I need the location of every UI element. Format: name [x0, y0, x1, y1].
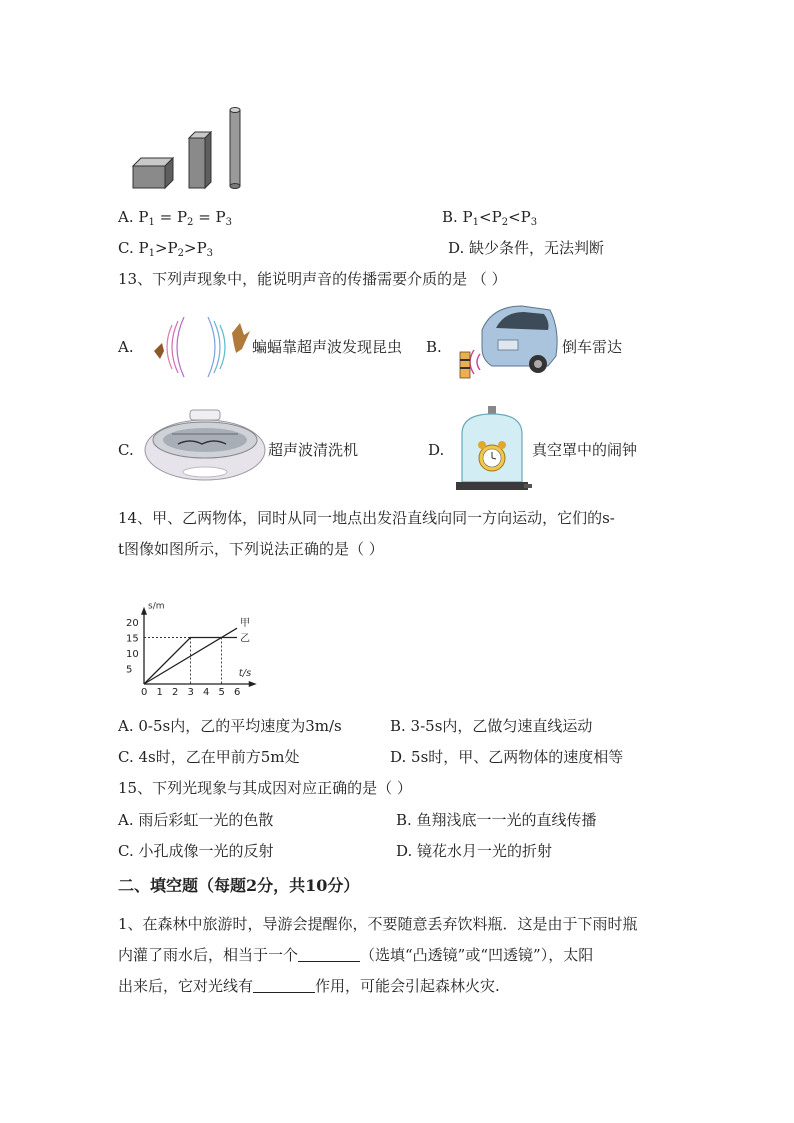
x-tick-label: 3	[187, 687, 194, 698]
series-line-yi	[144, 638, 237, 685]
fill1-line1: 1、在森林中旅游时，导游会提醒你，不要随意丢弃饮料瓶．这是由于下雨时瓶	[118, 915, 638, 933]
series-label-yi: 乙	[240, 633, 250, 645]
q15-option-c[interactable]: C. 小孔成像一光的反射	[118, 842, 274, 860]
x-tick-label: 5	[218, 687, 225, 698]
q13-option-d-text[interactable]: 真空罩中的闹钟	[532, 441, 638, 459]
q15-stem: 15、下列光现象与其成因对应正确的是（ ）	[118, 779, 412, 797]
y-tick-label: 15	[126, 633, 139, 645]
fill1-line2: 内灌了雨水后，相当于一个 （选填“凸透镜”或“凹透镜”），太阳	[118, 946, 594, 964]
q13-option-c-letter[interactable]: C.	[118, 441, 134, 459]
section-heading-fill-in: 二、填空题（每题2分，共10分）	[118, 876, 360, 895]
q14-option-a[interactable]: A. 0-5s内，乙的平均速度为3m/s	[118, 717, 342, 735]
y-tick-label: 10	[126, 649, 139, 660]
series-label-jia: 甲	[240, 618, 250, 630]
q14-option-d[interactable]: D. 5s时，甲、乙两物体的速度相等	[390, 748, 624, 766]
x-tick-label: 0	[141, 687, 148, 698]
fill1-blank-2[interactable]	[253, 978, 315, 993]
q14-option-b[interactable]: B. 3-5s内，乙做匀速直线运动	[390, 717, 593, 735]
y-tick-label: 20	[126, 618, 139, 629]
q12-option-d[interactable]: D. 缺少条件，无法判断	[448, 239, 605, 257]
s-t-graph	[120, 574, 280, 700]
reversing-radar-car-image	[452, 300, 562, 382]
q13-option-d-letter[interactable]: D.	[428, 441, 445, 459]
series-line-jia	[144, 628, 237, 684]
x-axis-arrow	[249, 681, 257, 687]
q14-option-c[interactable]: C. 4s时，乙在甲前方5m处	[118, 748, 300, 766]
fill1-line3: 出来后，它对光线有 作用，可能会引起森林火灾.	[118, 977, 500, 995]
q12-option-c[interactable]: C. $P_1>P_2>P_3$	[118, 239, 214, 259]
q12-option-b[interactable]: B. $P_1<P_2<P_3$	[442, 208, 538, 228]
y-axis-arrow	[141, 607, 147, 615]
q13-option-b-text[interactable]: 倒车雷达	[562, 338, 623, 356]
x-tick-label: 1	[156, 687, 163, 698]
x-tick-label: 2	[172, 687, 179, 698]
q13-option-b-letter[interactable]: B.	[426, 338, 442, 356]
bat-ultrasound-image	[152, 305, 252, 387]
q12-option-a[interactable]: A. $P_1 = P_2 = P_3$	[118, 208, 232, 228]
x-tick-label: 4	[203, 687, 210, 698]
q13-option-c-text[interactable]: 超声波清洗机	[268, 441, 359, 459]
pressure-solids-figure	[125, 100, 255, 192]
x-axis-label: t/s	[238, 668, 252, 679]
q15-option-a[interactable]: A. 雨后彩虹一光的色散	[118, 811, 274, 829]
x-tick-label: 6	[234, 687, 241, 698]
q14-stem-line1: 14、甲、乙两物体，同时从同一地点出发沿直线向同一方向运动，它们的s-	[118, 509, 615, 527]
fill1-blank-1[interactable]	[298, 947, 360, 962]
q13-option-a-text[interactable]: 蝙蝠靠超声波发现昆虫	[252, 338, 403, 356]
ultrasonic-cleaner-image	[142, 404, 268, 484]
q15-option-d[interactable]: D. 镜花水月一光的折射	[396, 842, 553, 860]
y-tick-label: 5	[126, 664, 133, 676]
vacuum-bell-jar-alarm-clock-image	[454, 404, 532, 494]
q15-option-b[interactable]: B. 鱼翔浅底一一光的直线传播	[396, 811, 597, 829]
y-axis-label: s/m	[148, 601, 165, 612]
q13-option-a-letter[interactable]: A.	[118, 338, 134, 356]
q13-stem: 13、下列声现象中，能说明声音的传播需要介质的是 （ ）	[118, 270, 507, 288]
q14-stem-line2: t图像如图所示，下列说法正确的是（ ）	[118, 540, 384, 558]
